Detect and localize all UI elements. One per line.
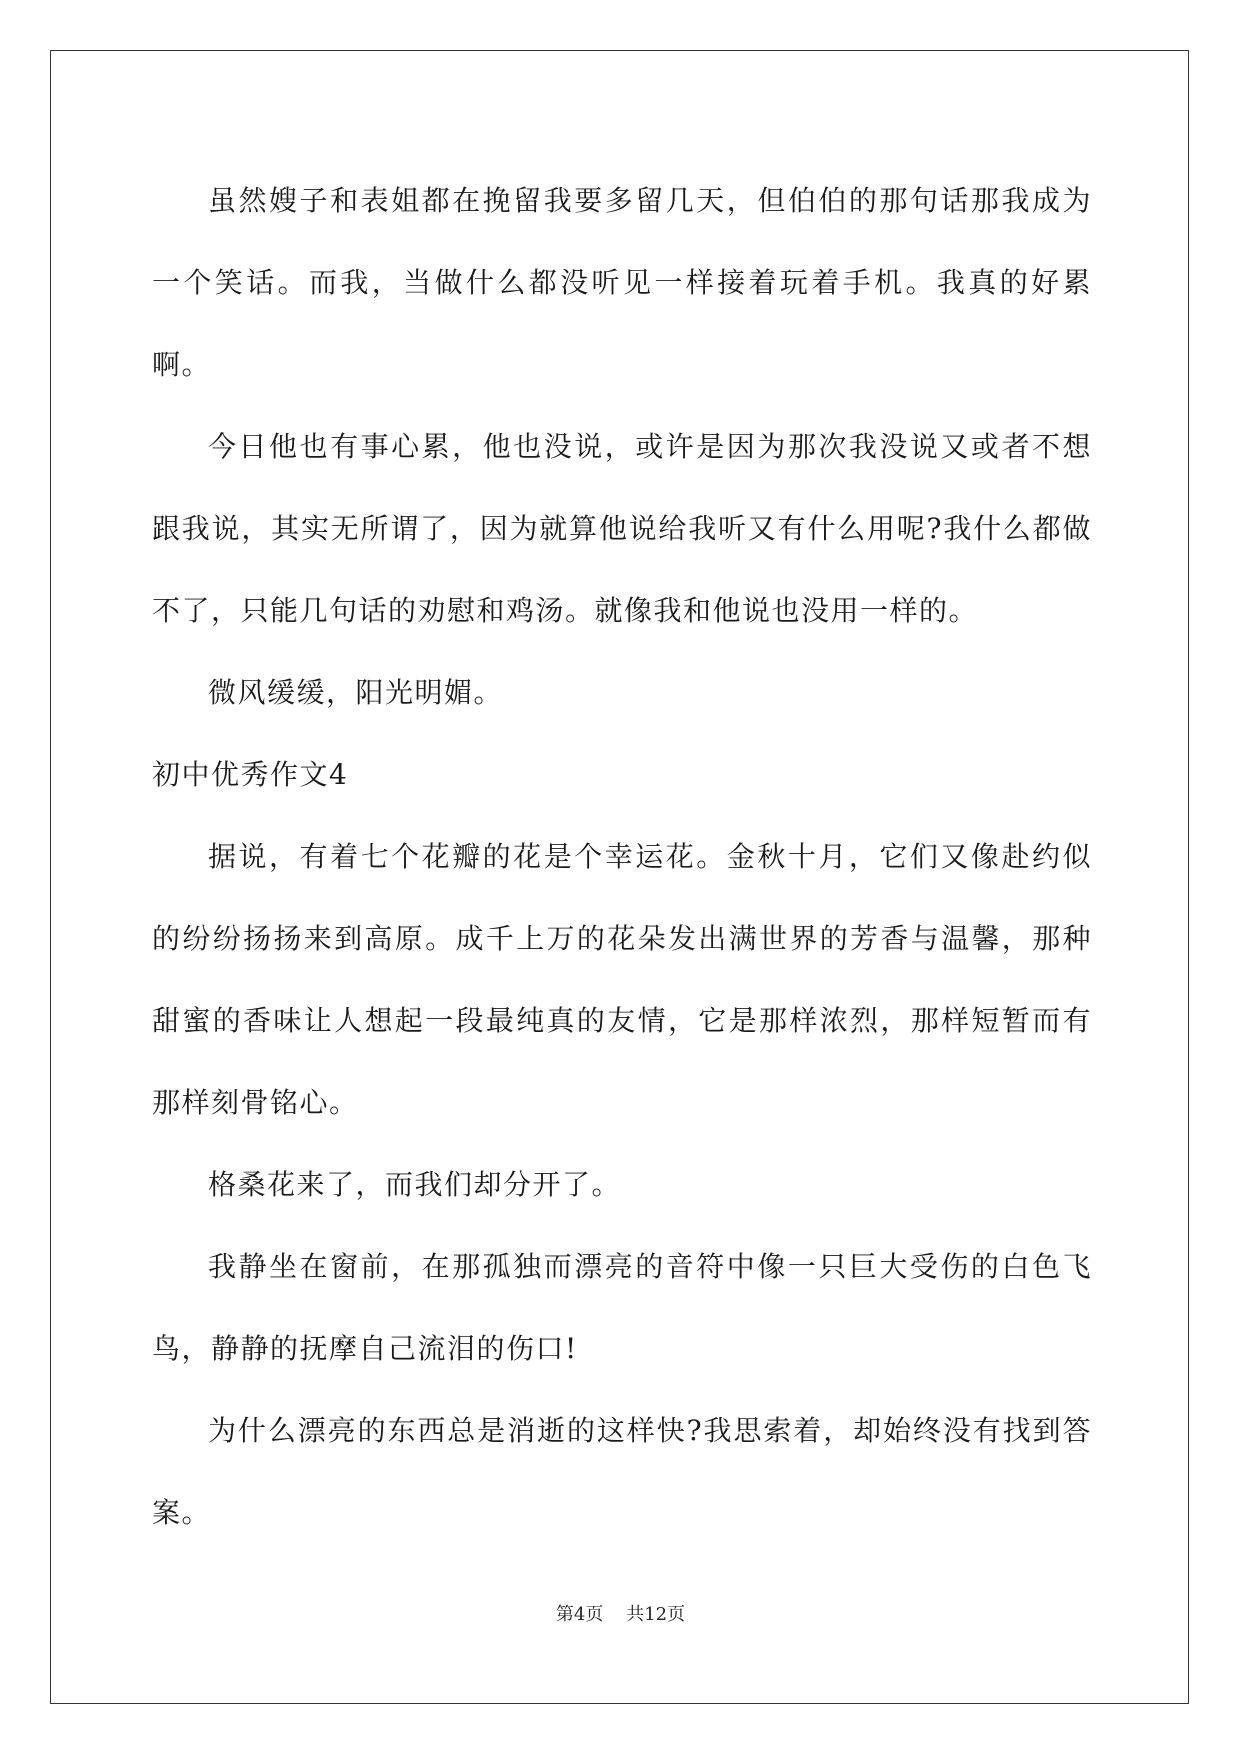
page-footer <box>0 1600 1241 1626</box>
paragraph: 我静坐在窗前，在那孤独而漂亮的音符中像一只巨大受伤的白色飞鸟，静静的抚摩自己流泪的伤口! <box>152 1250 1092 1365</box>
page-number: 第4页 <box>555 1604 604 1625</box>
paragraph: 格桑花来了，而我们却分开了。 <box>208 1168 622 1201</box>
paragraph: 据说，有着七个花瓣的花是个幸运花。金秋十月，它们又像赴约似的纷纷扬扬来到高原。成千上万的花朵发出满世界的芳香与温馨，那种甜蜜的香味让人想起一段最纯真的友情，它是那样浓烈，那样短暂而有那样刻骨铭心。 <box>152 840 1092 1119</box>
paragraph: 今日他也有事心累，他也没说，或许是因为那次我没说又或者不想跟我说，其实无所谓了，因为就算他说给我听又有什么用呢?我什么都做不了，只能几句话的劝慰和鸡汤。就像我和他说也没用一样的。 <box>152 430 1092 627</box>
document-body <box>152 160 1092 1554</box>
section-heading: 初中优秀作文4 <box>152 758 349 791</box>
page-total: 共12页 <box>626 1604 686 1625</box>
paragraph: 虽然嫂子和表姐都在挽留我要多留几天，但伯伯的那句话那我成为一个笑话。而我，当做什么都没听见一样接着玩着手机。我真的好累啊。 <box>152 184 1092 381</box>
paragraph: 微风缓缓，阳光明媚。 <box>208 676 504 709</box>
paragraph: 为什么漂亮的东西总是消逝的这样快?我思索着，却始终没有找到答案。 <box>152 1414 1092 1529</box>
